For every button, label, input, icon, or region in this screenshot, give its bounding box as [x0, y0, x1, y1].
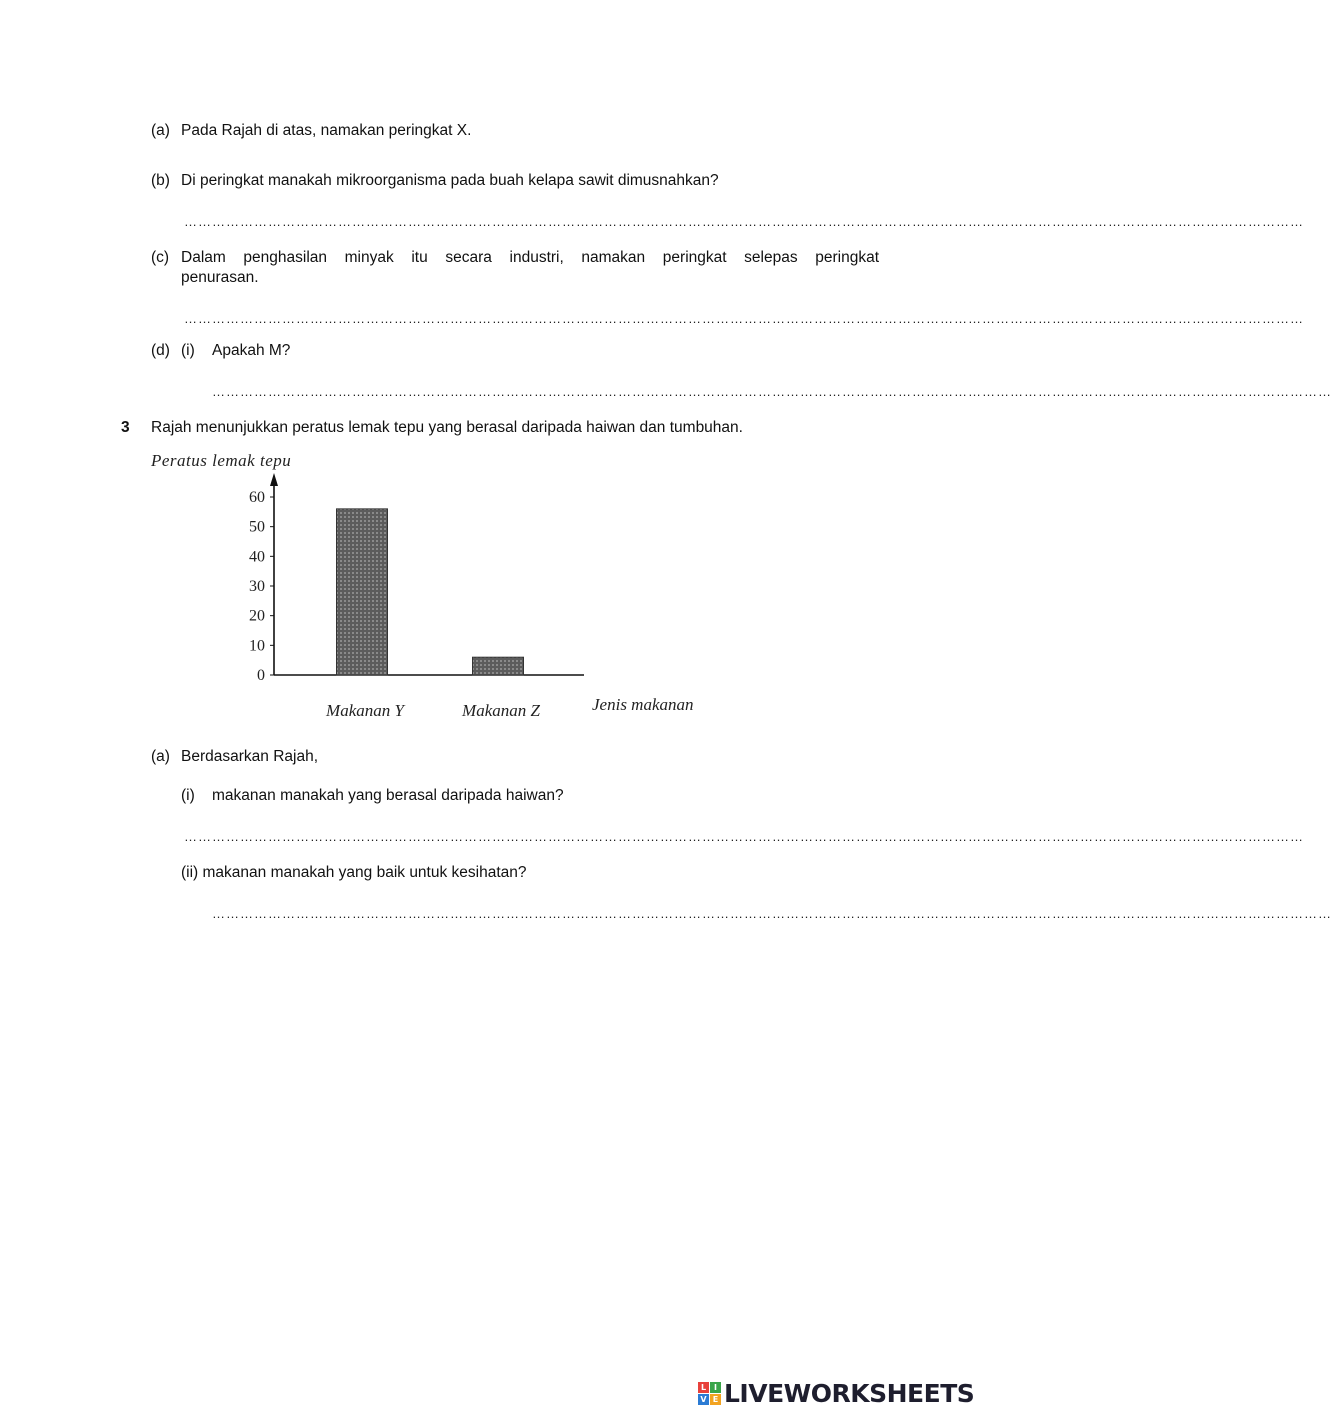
- category-label: Makanan Z: [462, 701, 540, 720]
- q2a-label: (a): [151, 122, 170, 139]
- q2d-question: Apakah M?: [212, 342, 291, 359]
- bar-makanan-y: [337, 509, 388, 675]
- logo-icon-letter: E: [710, 1394, 721, 1405]
- q2c-label: (c): [151, 249, 170, 266]
- y-tick-label: 60: [249, 489, 265, 506]
- y-axis-label: Peratus lemak tepu: [151, 451, 292, 470]
- logo-icon-letter: I: [710, 1382, 721, 1393]
- q2b-question: Di peringkat manakah mikroorganisma pada buah kelapa sawit dimusnahkan?: [181, 172, 719, 189]
- q2c-answer-line[interactable]: ……………………………………………………………………………………………………………………………………………………………………………………………………………………: [184, 311, 1304, 326]
- q3-intro: Rajah menunjukkan peratus lemak tepu yang berasal daripada haiwan dan tumbuhan.: [151, 419, 743, 436]
- liveworksheets-logo[interactable]: [698, 1378, 974, 1408]
- q2b-label: (b): [151, 172, 170, 189]
- y-tick-label: 10: [249, 637, 265, 655]
- x-axis-label: Jenis makanan: [592, 695, 694, 714]
- bar-makanan-z: [473, 657, 524, 675]
- liveworksheets-logo-icon: [698, 1382, 721, 1405]
- y-tick-label: 50: [249, 518, 265, 536]
- liveworksheets-logo-text: LIVEWORKSHEETS: [724, 1378, 975, 1408]
- q2c-question-line2: penurasan.: [181, 269, 259, 286]
- q3a-label: (a): [151, 748, 170, 765]
- q3a-question: Berdasarkan Rajah,: [181, 748, 318, 765]
- logo-icon-letter: L: [698, 1382, 709, 1393]
- q2b-answer-line[interactable]: ……………………………………………………………………………………………………………………………………………………………………………………………………………………: [184, 214, 1304, 229]
- q2d-label: (d): [151, 342, 170, 359]
- q3aii-answer-line[interactable]: ……………………………………………………………………………………………………………………………………………………………………………………………………………………: [212, 906, 1332, 921]
- q3ai-label: (i): [181, 787, 195, 804]
- logo-icon-letter: V: [698, 1394, 709, 1405]
- q2d-answer-line[interactable]: ……………………………………………………………………………………………………………………………………………………………………………………………………………………: [212, 384, 1332, 399]
- q3ai-question: makanan manakah yang berasal daripada haiwan?: [212, 787, 564, 804]
- y-tick-label: 0: [257, 667, 265, 684]
- y-axis-arrow-icon: [270, 473, 278, 486]
- y-tick-label: 40: [249, 548, 265, 566]
- y-tick-label: 30: [249, 578, 265, 595]
- q2d-sub-label: (i): [181, 342, 195, 359]
- q2a-question: Pada Rajah di atas, namakan peringkat X.: [181, 122, 472, 139]
- q3-number: 3: [121, 419, 130, 436]
- category-label: Makanan Y: [326, 701, 404, 720]
- q3ai-answer-line[interactable]: ……………………………………………………………………………………………………………………………………………………………………………………………………………………: [184, 829, 1304, 844]
- q3aii-question: (ii) makanan manakah yang baik untuk kesihatan?: [181, 864, 527, 881]
- q2c-question-line1: Dalam penghasilan minyak itu secara industri, namakan peringkat selepas peringkat: [181, 249, 879, 266]
- y-tick-label: 20: [249, 607, 265, 625]
